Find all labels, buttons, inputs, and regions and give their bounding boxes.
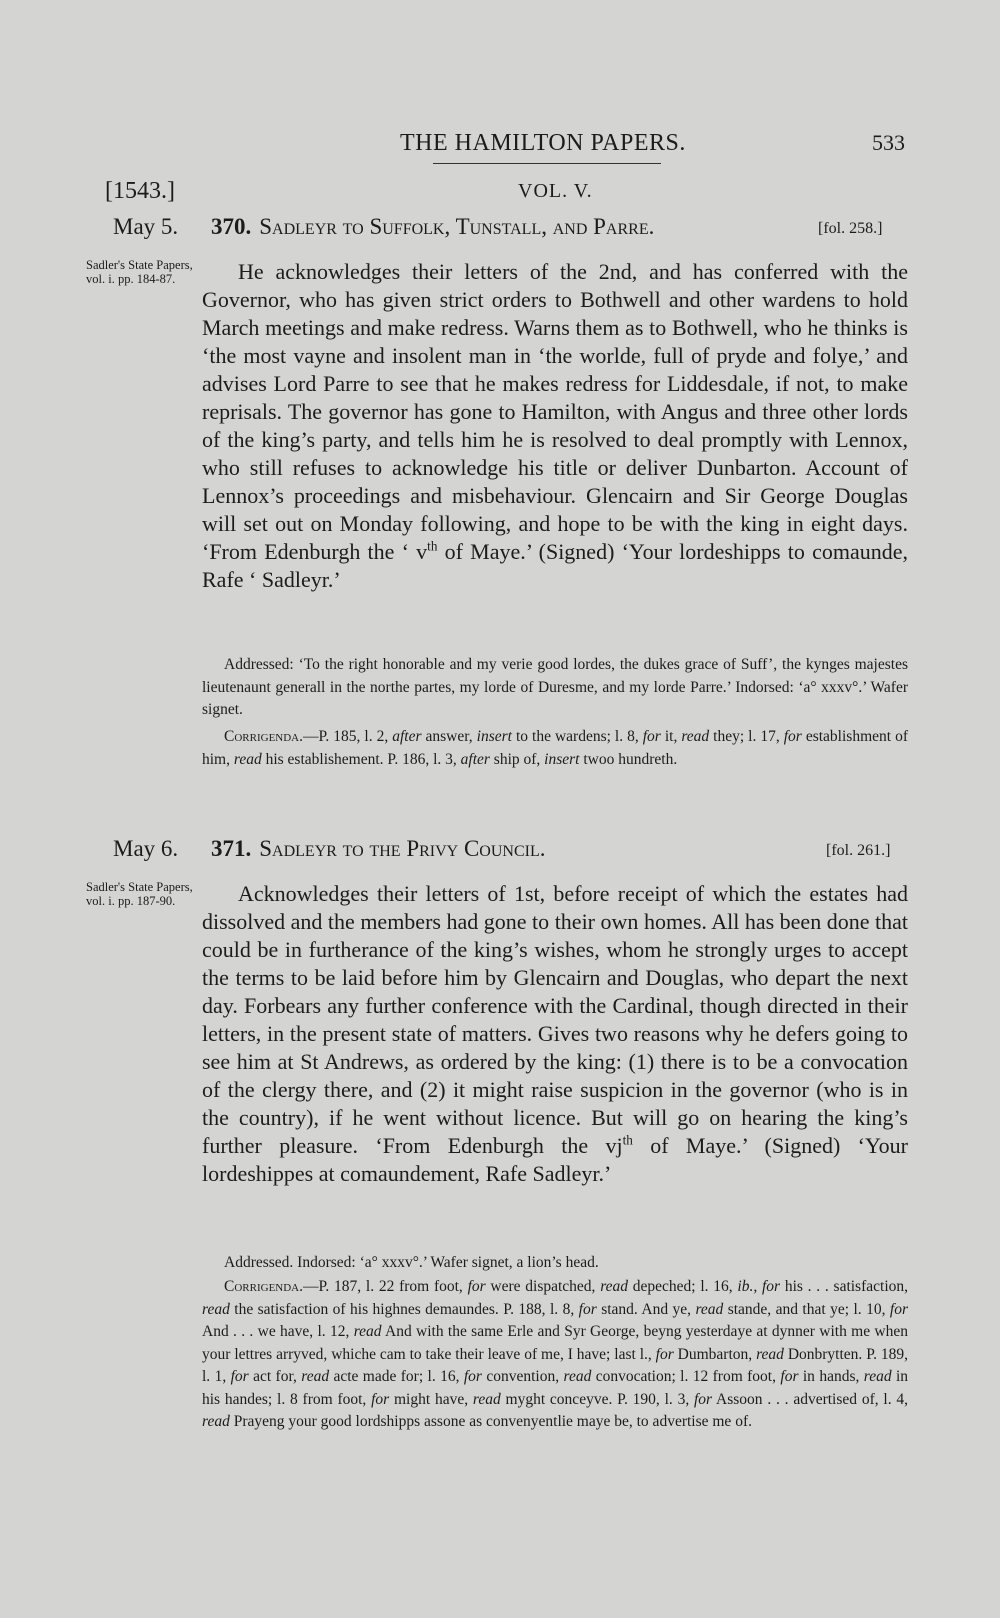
corrigenda-text: the satisfaction of his highnes demaundes. P. 188, l. 8, xyxy=(229,1300,579,1318)
corrigenda-italic: for xyxy=(463,1368,482,1385)
corrigenda-text: stand. And ye, xyxy=(596,1300,696,1318)
corrigenda-italic: for xyxy=(578,1300,597,1318)
entry-370-folio: [fol. 258.] xyxy=(818,220,883,237)
superscript: th xyxy=(622,1132,633,1148)
corrigenda-text: convocation; l. 12 from foot, xyxy=(591,1368,781,1385)
volume-label: VOL. V. xyxy=(518,180,593,202)
corrigenda-text: they; l. 17, xyxy=(709,728,784,745)
corrigenda-text: stande, and that ye; l. 10, xyxy=(723,1300,890,1318)
corrigenda-text: in hands, xyxy=(798,1368,864,1385)
entry-371-summary xyxy=(202,880,908,1188)
corrigenda-italic: read xyxy=(695,1300,724,1318)
corrigenda-text: And . . . we have, l. 12, xyxy=(202,1323,354,1340)
entry-370-number: 370. xyxy=(211,214,252,239)
corrigenda-text: his establishement. P. 186, l. 3, xyxy=(261,750,461,768)
year-label: [1543.] xyxy=(105,178,175,204)
entry-370-corrigenda xyxy=(202,726,908,771)
corrigenda-text: his . . . satisfaction, xyxy=(780,1278,909,1295)
corrigenda-text: it, xyxy=(660,728,682,745)
corrigenda-italic: after xyxy=(460,750,490,768)
entry-370-margin-note: Sadler's State Papers, vol. i. pp. 184-87. xyxy=(86,258,193,286)
corrigenda-italic: for xyxy=(655,1345,674,1363)
entry-370-addressed xyxy=(202,654,908,722)
entry-371-folio: [fol. 261.] xyxy=(826,842,891,859)
corrigenda-italic: insert xyxy=(476,728,512,745)
corrigenda-text: ship of, xyxy=(489,750,545,768)
page-number: 533 xyxy=(872,130,905,155)
corrigenda-italic: read xyxy=(681,728,710,745)
corrigenda-italic: for xyxy=(642,728,661,745)
corrigenda-italic: insert xyxy=(544,750,580,768)
corrigenda-italic: read xyxy=(301,1368,330,1385)
entry-371-margin-note: Sadler's State Papers, vol. i. pp. 187-90. xyxy=(86,880,193,908)
corrigenda-text: might have, xyxy=(389,1390,473,1408)
corrigenda-italic: for xyxy=(761,1278,781,1295)
superscript: th xyxy=(427,538,438,554)
entry-371-corrigenda xyxy=(202,1276,908,1434)
corrigenda-italic: read xyxy=(202,1413,230,1430)
entry-371-number: 371. xyxy=(211,836,252,861)
entry-371-title xyxy=(211,836,546,862)
corrigenda-text: in his handes; l. 8 from foot, xyxy=(202,1368,909,1408)
corrigenda-italic: for xyxy=(783,728,802,745)
entry-370-heading: Sadleyr to Suffolk, Tunstall, and Parre. xyxy=(259,214,655,239)
entry-371-addressed-text: Addressed. Indorsed: ‘a° xxxv°.’ Wafer signet, a lion’s head. xyxy=(224,1254,599,1271)
entry-371-date: May 6. xyxy=(113,836,179,861)
corrigenda-italic: read xyxy=(756,1345,784,1363)
corrigenda-text: to the wardens; l. 8, xyxy=(511,728,643,745)
corrigenda-label: Corrigenda. xyxy=(224,1278,303,1295)
corrigenda-label: Corrigenda. xyxy=(224,728,303,745)
corrigenda-text: twoo hundreth. xyxy=(579,750,678,768)
corrigenda-text: Prayeng your good lordshipps assone as convenyentlie maye be, to advertise me of. xyxy=(229,1413,752,1430)
corrigenda-italic: read xyxy=(863,1368,892,1385)
entry-371-addressed xyxy=(202,1252,908,1275)
entry-370-summary-text: He acknowledges their letters of the 2nd, and has conferred with the Governor, who has given strict orders to Bothwell and other wardens to hold March meetings and make redress. Warns them as to Bothwell, who he thinks is ‘the most vayne and insolent man in ‘the worlde, full of pryde and folye,’ and advises Lord Parre to see that he makes redress for Liddesdale, if not, to make reprisals. The governor has gone to Hamilton, with Angus and three other lords of the king’s party, and tells him he is resolved to deal promptly with Lennox, who still refuses to acknowledge his title or deliver Dunbarton. Account of Lennox’s proceedings and misbehaviour. Glencairn and Sir George Douglas will set out on Monday following, and hope to be with the king in eight days. ‘From Edenburgh the ‘ v xyxy=(202,259,908,564)
entry-370-title xyxy=(211,214,654,240)
corrigenda-text: answer, xyxy=(421,728,477,745)
entry-371-heading: Sadleyr to the Privy Council. xyxy=(259,836,546,861)
corrigenda-italic: for xyxy=(230,1368,249,1385)
entry-370-addressed-text: Addressed: ‘To the right honorable and my verie good lordes, the dukes grace of Suff’, the kynges majestes lieutenaunt generall in the northe partes, my lorde of Duresme, and my lorde Parre.’ Indorsed: ‘a° xxxv°.’ Wafer signet. xyxy=(202,656,908,718)
corrigenda-italic: for xyxy=(467,1278,486,1295)
corrigenda-text: acte made for; l. 16, xyxy=(329,1368,464,1385)
corrigenda-text: myght conceyve. P. 190, l. 3, xyxy=(500,1390,694,1408)
corrigenda-italic: read xyxy=(563,1368,592,1385)
entry-370-date: May 5. xyxy=(113,214,179,239)
corrigenda-italic: read xyxy=(600,1278,629,1295)
header-rule xyxy=(433,163,661,164)
corrigenda-text: —P. 185, l. 2, xyxy=(303,728,393,745)
corrigenda-text: establishment of him, xyxy=(202,728,908,768)
corrigenda-italic: read xyxy=(233,750,262,768)
entry-370-summary-end: of Maye.’ (Signed) ‘Your lordeshipps to comaunde, Rafe ‘ Sadleyr.’ xyxy=(202,539,909,592)
corrigenda-italic: for xyxy=(889,1300,908,1318)
corrigenda-italic: read xyxy=(353,1323,382,1340)
corrigenda-italic: read xyxy=(202,1300,230,1318)
corrigenda-text: were dispatched, xyxy=(485,1278,601,1295)
corrigenda-text: Assoon . . . advertised of, l. 4, xyxy=(712,1390,908,1408)
entry-371-summary-end: of Maye.’ (Signed) ‘Your lordeshippes at comaundement, Rafe Sadleyr.’ xyxy=(202,1133,908,1186)
corrigenda-italic: read xyxy=(472,1390,501,1408)
corrigenda-italic: for xyxy=(371,1390,390,1408)
corrigenda-italic: for xyxy=(780,1368,799,1385)
corrigenda-italic: ib., xyxy=(737,1278,758,1295)
running-head xyxy=(0,130,1000,160)
corrigenda-text: depeched; l. 16, xyxy=(628,1278,738,1295)
corrigenda-text: Donbrytten. P. 189, l. 1, xyxy=(202,1345,908,1385)
corrigenda-text: act for, xyxy=(248,1368,302,1385)
corrigenda-text: Dumbarton, xyxy=(673,1345,757,1363)
corrigenda-italic: for xyxy=(694,1390,713,1408)
corrigenda-italic: after xyxy=(392,728,422,745)
running-title: THE HAMILTON PAPERS. xyxy=(400,130,686,156)
corrigenda-text: And with the same Erle and Syr George, beyng yesterdaye at dynner with me when your lettres arryved, whiche cam to take their leave of me, I have; last l., xyxy=(202,1323,908,1363)
entry-371-summary-text: Acknowledges their letters of 1st, before receipt of which the estates had dissolved and the members had gone to their own homes. All has been done that could be in furtherance of the king’s wishes, whom he strongly urges to accept the terms to be laid before him by Glencairn and Douglas, who depart the next day. Forbears any further conference with the Cardinal, though directed in their letters, in the present state of matters. Gives two reasons why he defers going to see him at St Andrews, as ordered by the king: (1) there is to be a convocation of the clergy there, and (2) it might raise suspicion in the governor (who is in the country), if he went without licence. But will go on hearing the king’s further pleasure. ‘From Edenburgh the vj xyxy=(202,881,908,1158)
entry-370-summary xyxy=(202,258,908,594)
corrigenda-text: convention, xyxy=(481,1368,564,1385)
corrigenda-text: —P. 187, l. 22 from foot, xyxy=(303,1278,468,1295)
